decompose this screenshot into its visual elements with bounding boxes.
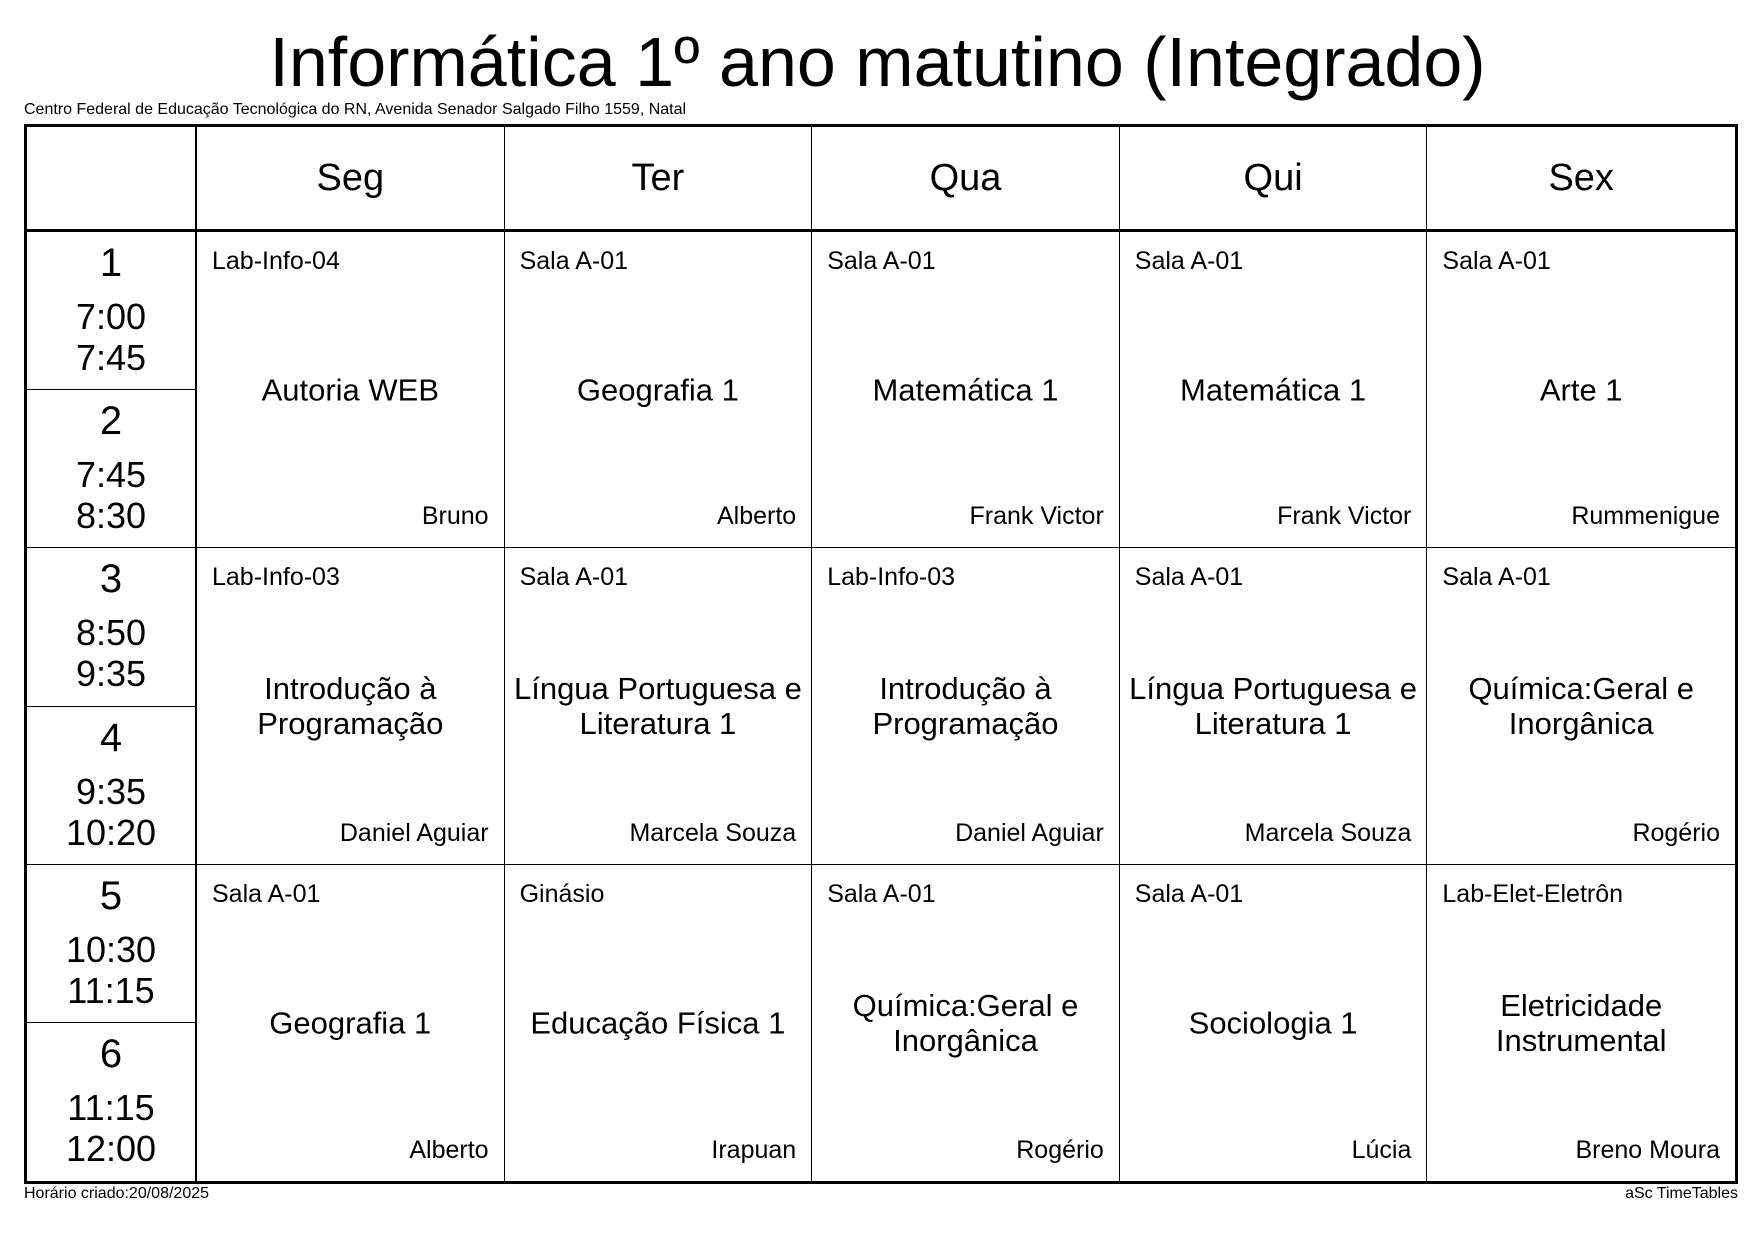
teacher-label: Daniel Aguiar [955,818,1104,847]
room-label: Sala A-01 [1134,247,1244,275]
period-1 [27,232,197,390]
period-number: 3 [99,557,123,602]
period-end: 8:30 [75,495,147,537]
teacher-label: Bruno [421,502,489,531]
day-header-seg: Seg [197,127,505,232]
software-credit: aSc TimeTables [1625,1185,1738,1202]
period-6 [27,1023,197,1181]
subject-label: Geografia 1 [576,372,739,408]
room-label: Lab-Info-03 [212,563,340,592]
period-4 [27,707,197,865]
teacher-label: Frank Victor [969,502,1104,531]
room-label: Sala A-01 [827,247,936,275]
period-end: 12:00 [65,1127,157,1169]
room-label: Sala A-01 [1442,247,1551,275]
teacher-label: Marcela Souza [1244,818,1412,847]
period-start: 11:15 [67,1086,155,1128]
period-end: 10:20 [65,811,157,853]
lesson-cell [1427,865,1735,1181]
lesson-cell [505,548,813,864]
room-label: Lab-Info-04 [212,247,340,275]
lesson-cell [1427,548,1735,864]
period-start: 8:50 [75,612,147,654]
lesson-cell [1120,865,1428,1181]
day-header-sex: Sex [1427,127,1735,232]
lesson-cell [1427,232,1735,548]
teacher-label: Rummenigue [1571,502,1720,531]
room-label: Sala A-01 [1134,563,1244,592]
room-label: Sala A-01 [212,879,321,908]
lesson-cell [505,232,813,548]
period-number: 1 [99,241,123,285]
period-end: 7:45 [75,337,147,378]
subject-label: Arte 1 [1539,372,1623,408]
period-start: 10:30 [65,928,157,970]
teacher-label: Rogério [1632,818,1720,847]
timetable-grid [24,124,1738,1184]
teacher-label: Rogério [1016,1136,1104,1164]
teacher-label: Daniel Aguiar [339,818,489,847]
lesson-cell [812,548,1120,864]
period-5 [27,865,197,1023]
teacher-label: Marcela Souza [629,818,797,847]
room-label: Lab-Elet-Eletrôn [1442,879,1624,908]
teacher-label: Lúcia [1351,1136,1412,1164]
period-end: 9:35 [75,653,147,695]
period-start: 7:00 [75,296,147,337]
day-header-qua: Qua [812,127,1120,232]
period-start: 7:45 [75,454,147,496]
subject-label: Química:Geral e Inorgânica [1468,670,1695,741]
subject-label: Química:Geral e Inorgânica [852,987,1079,1058]
lesson-cell [505,865,813,1181]
subject-label: Introdução à Programação [872,670,1059,741]
created-date: Horário criado:20/08/2025 [24,1185,210,1202]
subject-label: Língua Portuguesa e Literatura 1 [1129,670,1418,741]
room-label: Sala A-01 [519,563,629,592]
period-number: 5 [99,873,123,918]
period-3 [27,548,197,706]
lesson-cell [1120,548,1428,864]
subject-label: Introdução à Programação [257,670,444,741]
period-number: 6 [99,1031,123,1076]
period-2 [27,390,197,548]
subject-label: Matemática 1 [872,372,1059,408]
period-number: 4 [99,715,123,760]
subject-label: Autoria WEB [261,372,440,408]
teacher-label: Alberto [409,1136,489,1164]
subject-label: Geografia 1 [269,1005,432,1041]
teacher-label: Irapuan [711,1136,797,1164]
subject-label: Educação Física 1 [530,1005,786,1041]
period-number: 2 [99,399,123,444]
corner-cell [27,127,197,232]
lesson-cell [1120,232,1428,548]
room-label: Sala A-01 [519,247,629,275]
teacher-label: Breno Moura [1575,1136,1720,1164]
teacher-label: Alberto [716,502,797,531]
subject-label: Eletricidade Instrumental [1495,987,1667,1058]
day-header-ter: Ter [505,127,813,232]
subject-label: Matemática 1 [1180,372,1367,408]
lesson-cell [197,232,505,548]
timetable-title: Informática 1º ano matutino (Integrado) [269,23,1486,101]
room-label: Ginásio [519,879,605,908]
room-label: Sala A-01 [827,879,936,908]
lesson-cell [812,232,1120,548]
lesson-cell [812,865,1120,1181]
teacher-label: Frank Victor [1277,502,1412,531]
lesson-cell [197,548,505,864]
school-address: Centro Federal de Educação Tecnológica do RN, Avenida Senador Salgado Filho 1559, Natal [24,101,687,118]
lesson-cell [197,865,505,1181]
subject-label: Língua Portuguesa e Literatura 1 [513,670,802,741]
period-end: 11:15 [67,969,155,1011]
subject-label: Sociologia 1 [1188,1005,1358,1041]
period-start: 9:35 [75,770,147,812]
room-label: Sala A-01 [1442,563,1551,592]
room-label: Lab-Info-03 [827,563,956,592]
day-header-qui: Qui [1120,127,1428,232]
room-label: Sala A-01 [1134,879,1244,908]
